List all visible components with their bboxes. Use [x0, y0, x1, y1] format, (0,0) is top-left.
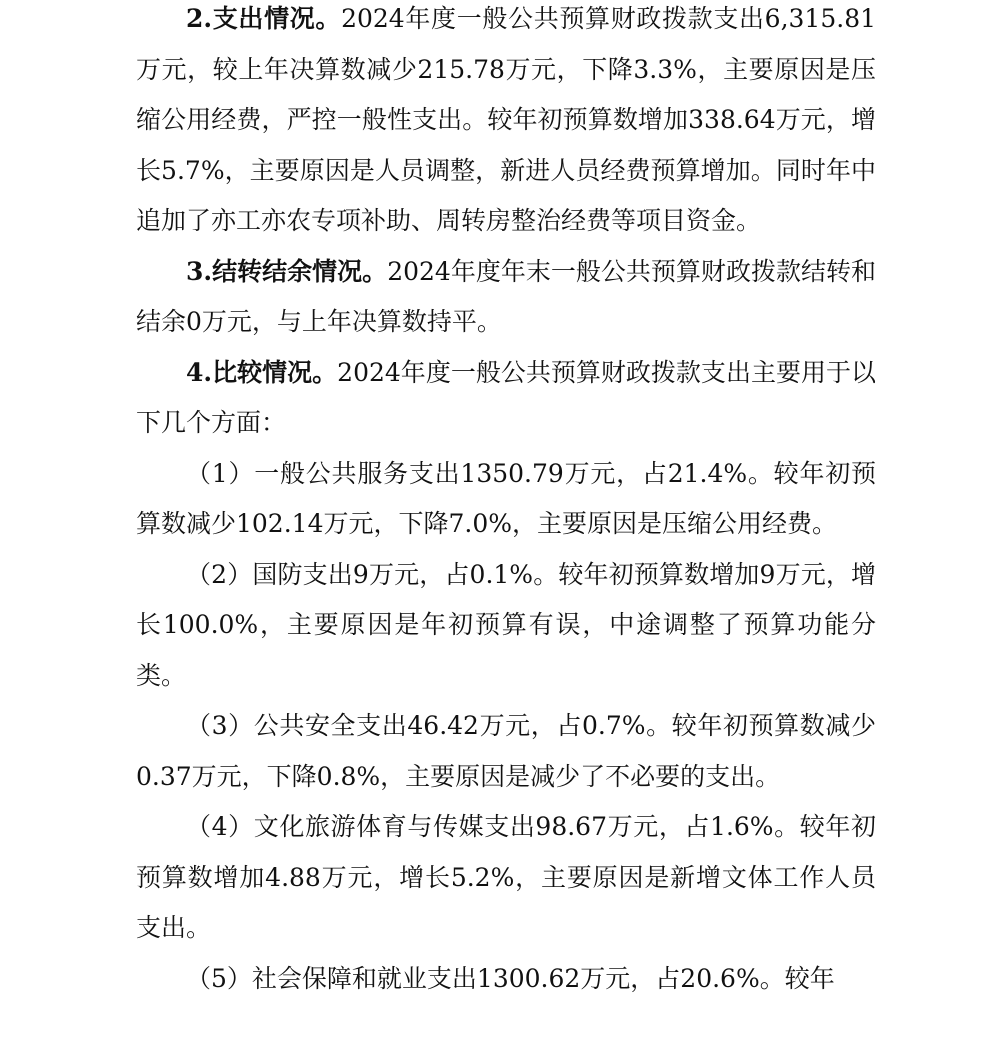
paragraph-comparison [136, 348, 876, 449]
paragraph-expenditure [136, 0, 876, 247]
paragraph-carryover [136, 247, 876, 348]
heading-expenditure: 2.支出情况。 [186, 4, 342, 33]
paragraph-item-5 [136, 954, 876, 1005]
heading-comparison: 4.比较情况。 [186, 357, 338, 387]
body-comparison: 2024年度一般公共预算财政拨款支出主要用于以下几个方面： [136, 357, 876, 437]
body-item-5: （5）社会保障和就业支出1300.62万元，占20.6%。较年 [186, 963, 835, 993]
paragraph-item-3 [136, 701, 876, 802]
body-expenditure: 2024年度一般公共预算财政拨款支出6,315.81万元，较上年决算数减少215.78万元，下降3.3%，主要原因是压缩公用经费，严控一般性支出。较年初预算数增加338.64万元，增长5.7%，主要原因是人员调整，新进人员经费预算增加。同时年中追加了亦工亦农专项补助、周转房整治经费等项目资金。 [136, 4, 877, 235]
document-page [136, 0, 876, 1004]
paragraph-item-2 [136, 550, 876, 702]
heading-carryover: 3.结转结余情况。 [186, 256, 388, 286]
body-carryover: 2024年度年末一般公共预算财政拨款结转和结余0万元，与上年决算数持平。 [136, 256, 876, 336]
body-item-4: （4）文化旅游体育与传媒支出98.67万元，占1.6%。较年初预算数增加4.88万元，增长5.2%，主要原因是新增文体工作人员支出。 [136, 812, 876, 942]
paragraph-item-4 [136, 802, 876, 954]
paragraph-item-1 [136, 449, 876, 550]
body-item-2: （2）国防支出9万元，占0.1%。较年初预算数增加9万元，增长100.0%，主要原因是年初预算有误，中途调整了预算功能分类。 [136, 559, 876, 690]
body-item-3: （3）公共安全支出46.42万元，占0.7%。较年初预算数减少0.37万元，下降0.8%，主要原因是减少了不必要的支出。 [136, 711, 876, 791]
body-item-1: （1）一般公共服务支出1350.79万元，占21.4%。较年初预算数减少102.14万元，下降7.0%，主要原因是压缩公用经费。 [136, 458, 876, 538]
